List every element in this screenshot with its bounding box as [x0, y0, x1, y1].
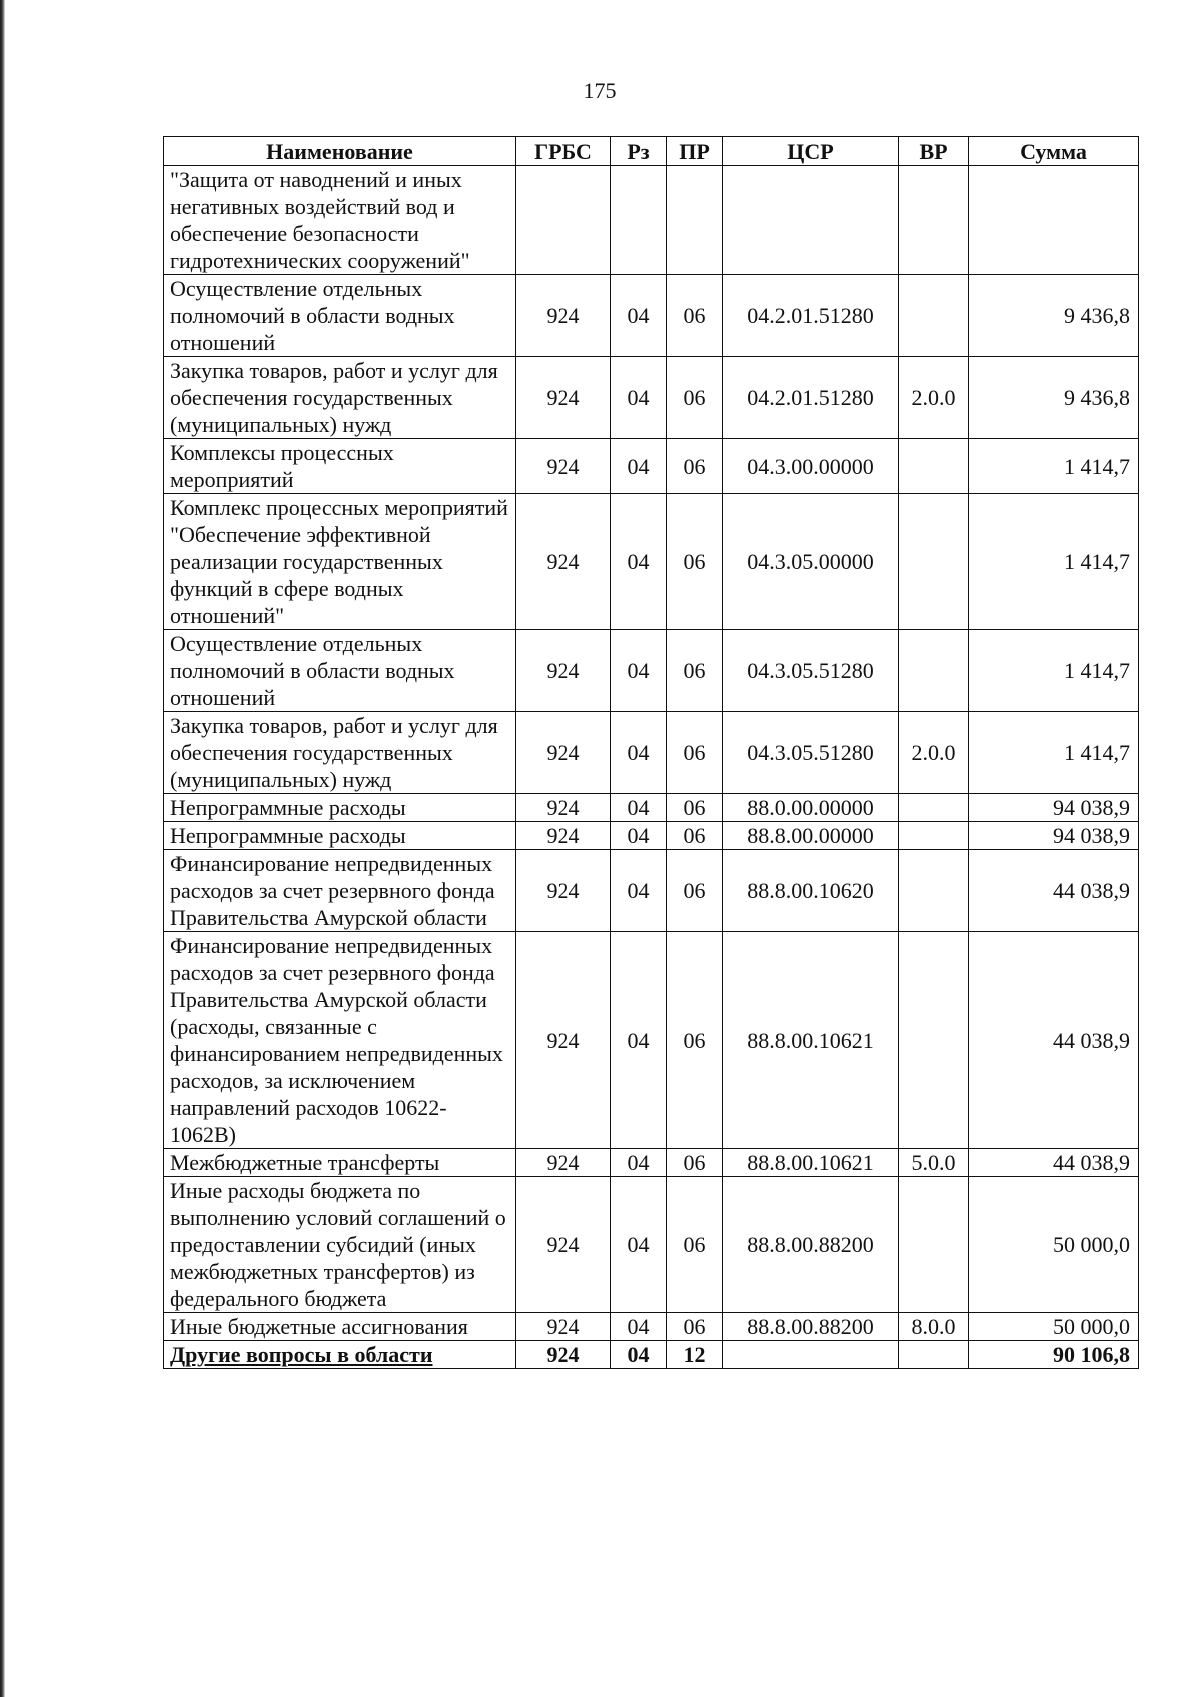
cell-name: Закупка товаров, работ и услуг для обеспечения государственных (муниципальных) нужд	[164, 712, 516, 794]
cell-rz	[611, 166, 667, 275]
cell-rz: 04	[611, 712, 667, 794]
cell-name: Комплекс процессных мероприятий "Обеспечение эффективной реализации государственных функций в сфере водных отношений"	[164, 494, 516, 630]
table-row	[164, 822, 1139, 850]
cell-name: Непрограммные расходы	[164, 822, 516, 850]
table-row	[164, 166, 1139, 275]
cell-sum: 1 414,7	[969, 712, 1139, 794]
table-row	[164, 1149, 1139, 1177]
cell-name: Осуществление отдельных полномочий в области водных отношений	[164, 275, 516, 357]
cell-rz: 04	[611, 494, 667, 630]
cell-sum: 9 436,8	[969, 357, 1139, 439]
cell-csr: 88.8.00.88200	[723, 1177, 899, 1313]
cell-csr: 04.3.05.00000	[723, 494, 899, 630]
cell-sum: 94 038,9	[969, 794, 1139, 822]
cell-vr: 2.0.0	[899, 712, 969, 794]
cell-sum: 44 038,9	[969, 932, 1139, 1149]
table-row	[164, 357, 1139, 439]
cell-csr: 88.8.00.00000	[723, 822, 899, 850]
cell-name	[164, 1341, 516, 1369]
cell-sum	[969, 166, 1139, 275]
cell-vr	[899, 794, 969, 822]
cell-name: Иные бюджетные ассигнования	[164, 1313, 516, 1341]
cell-name: Закупка товаров, работ и услуг для обеспечения государственных (муниципальных) нужд	[164, 357, 516, 439]
cell-csr: 04.3.00.00000	[723, 439, 899, 494]
cell-vr	[899, 1341, 969, 1369]
cell-grbs: 924	[516, 1313, 611, 1341]
budget-table	[163, 136, 1139, 1369]
cell-name: Финансирование непредвиденных расходов за счет резервного фонда Правительства Амурской области (расходы, связанные с финансированием непредвиденных расходов, за исключением направлений расходов 10622-1062В)	[164, 932, 516, 1149]
cell-sum: 90 106,8	[969, 1341, 1139, 1369]
cell-name: Иные расходы бюджета по выполнению условий соглашений о предоставлении субсидий (иных межбюджетных трансфертов) из федерального бюджета	[164, 1177, 516, 1313]
table-row	[164, 275, 1139, 357]
header-csr: ЦСР	[723, 137, 899, 166]
cell-rz: 04	[611, 275, 667, 357]
cell-rz: 04	[611, 1341, 667, 1369]
cell-sum: 44 038,9	[969, 1149, 1139, 1177]
cell-sum: 1 414,7	[969, 630, 1139, 712]
cell-csr: 88.8.00.10621	[723, 932, 899, 1149]
cell-pr: 06	[667, 822, 723, 850]
cell-name: "Защита от наводнений и иных негативных воздействий вод и обеспечение безопасности гидротехнических сооружений"	[164, 166, 516, 275]
cell-pr: 06	[667, 712, 723, 794]
cell-vr	[899, 1177, 969, 1313]
table-row	[164, 439, 1139, 494]
cell-csr: 04.3.05.51280	[723, 630, 899, 712]
cell-name: Непрограммные расходы	[164, 794, 516, 822]
cell-pr: 06	[667, 794, 723, 822]
cell-name: Финансирование непредвиденных расходов за счет резервного фонда Правительства Амурской области	[164, 850, 516, 932]
cell-grbs	[516, 166, 611, 275]
table-row	[164, 1313, 1139, 1341]
cell-grbs: 924	[516, 630, 611, 712]
cell-name: Межбюджетные трансферты	[164, 1149, 516, 1177]
cell-vr: 2.0.0	[899, 357, 969, 439]
cell-csr	[723, 1341, 899, 1369]
cell-pr: 06	[667, 357, 723, 439]
scan-edge	[0, 0, 5, 1697]
header-rz: Рз	[611, 137, 667, 166]
cell-csr: 88.8.00.10621	[723, 1149, 899, 1177]
page-number: 175	[583, 78, 617, 103]
cell-grbs: 924	[516, 850, 611, 932]
cell-rz: 04	[611, 822, 667, 850]
cell-name: Осуществление отдельных полномочий в области водных отношений	[164, 630, 516, 712]
cell-grbs: 924	[516, 822, 611, 850]
header-pr: ПР	[667, 137, 723, 166]
cell-grbs: 924	[516, 1177, 611, 1313]
table-row-total	[164, 1341, 1139, 1369]
cell-rz: 04	[611, 630, 667, 712]
cell-vr	[899, 630, 969, 712]
header-row	[164, 137, 1139, 166]
cell-vr	[899, 932, 969, 1149]
cell-vr	[899, 494, 969, 630]
cell-vr	[899, 439, 969, 494]
cell-vr	[899, 275, 969, 357]
cell-sum: 1 414,7	[969, 439, 1139, 494]
cell-grbs: 924	[516, 712, 611, 794]
cell-sum: 44 038,9	[969, 850, 1139, 932]
cell-grbs: 924	[516, 275, 611, 357]
table-row	[164, 494, 1139, 630]
table-row	[164, 850, 1139, 932]
cell-pr	[667, 166, 723, 275]
cell-vr: 8.0.0	[899, 1313, 969, 1341]
cell-rz: 04	[611, 1149, 667, 1177]
cell-grbs: 924	[516, 794, 611, 822]
table-row	[164, 932, 1139, 1149]
cell-rz: 04	[611, 794, 667, 822]
cell-sum: 9 436,8	[969, 275, 1139, 357]
table-row	[164, 1177, 1139, 1313]
cell-rz: 04	[611, 932, 667, 1149]
cell-grbs: 924	[516, 1149, 611, 1177]
cell-grbs: 924	[516, 439, 611, 494]
table-row	[164, 794, 1139, 822]
cell-sum: 50 000,0	[969, 1177, 1139, 1313]
cell-csr: 88.8.00.10620	[723, 850, 899, 932]
cell-pr: 06	[667, 1149, 723, 1177]
cell-vr	[899, 850, 969, 932]
cell-rz: 04	[611, 1177, 667, 1313]
table-row	[164, 630, 1139, 712]
cell-csr	[723, 166, 899, 275]
header-vr: ВР	[899, 137, 969, 166]
cell-name: Комплексы процессных мероприятий	[164, 439, 516, 494]
cell-rz: 04	[611, 850, 667, 932]
cell-csr: 04.2.01.51280	[723, 357, 899, 439]
cell-pr: 06	[667, 1177, 723, 1313]
cell-csr: 88.0.00.00000	[723, 794, 899, 822]
cell-pr: 06	[667, 932, 723, 1149]
cell-sum: 50 000,0	[969, 1313, 1139, 1341]
cell-pr: 12	[667, 1341, 723, 1369]
cell-rz: 04	[611, 1313, 667, 1341]
cell-rz: 04	[611, 357, 667, 439]
cell-vr	[899, 166, 969, 275]
cell-pr: 06	[667, 850, 723, 932]
cell-csr: 04.2.01.51280	[723, 275, 899, 357]
cell-pr: 06	[667, 275, 723, 357]
header-sum: Сумма	[969, 137, 1139, 166]
header-name: Наименование	[164, 137, 516, 166]
cell-pr: 06	[667, 630, 723, 712]
cell-grbs: 924	[516, 494, 611, 630]
cell-pr: 06	[667, 494, 723, 630]
header-grbs: ГРБС	[516, 137, 611, 166]
cell-sum: 1 414,7	[969, 494, 1139, 630]
cell-sum: 94 038,9	[969, 822, 1139, 850]
cell-csr: 88.8.00.88200	[723, 1313, 899, 1341]
cell-name-text: Другие вопросы в области	[170, 1342, 433, 1367]
cell-vr	[899, 822, 969, 850]
cell-grbs: 924	[516, 357, 611, 439]
cell-pr: 06	[667, 439, 723, 494]
cell-grbs: 924	[516, 932, 611, 1149]
cell-vr: 5.0.0	[899, 1149, 969, 1177]
cell-csr: 04.3.05.51280	[723, 712, 899, 794]
cell-grbs: 924	[516, 1341, 611, 1369]
table-row	[164, 712, 1139, 794]
cell-rz: 04	[611, 439, 667, 494]
cell-pr: 06	[667, 1313, 723, 1341]
